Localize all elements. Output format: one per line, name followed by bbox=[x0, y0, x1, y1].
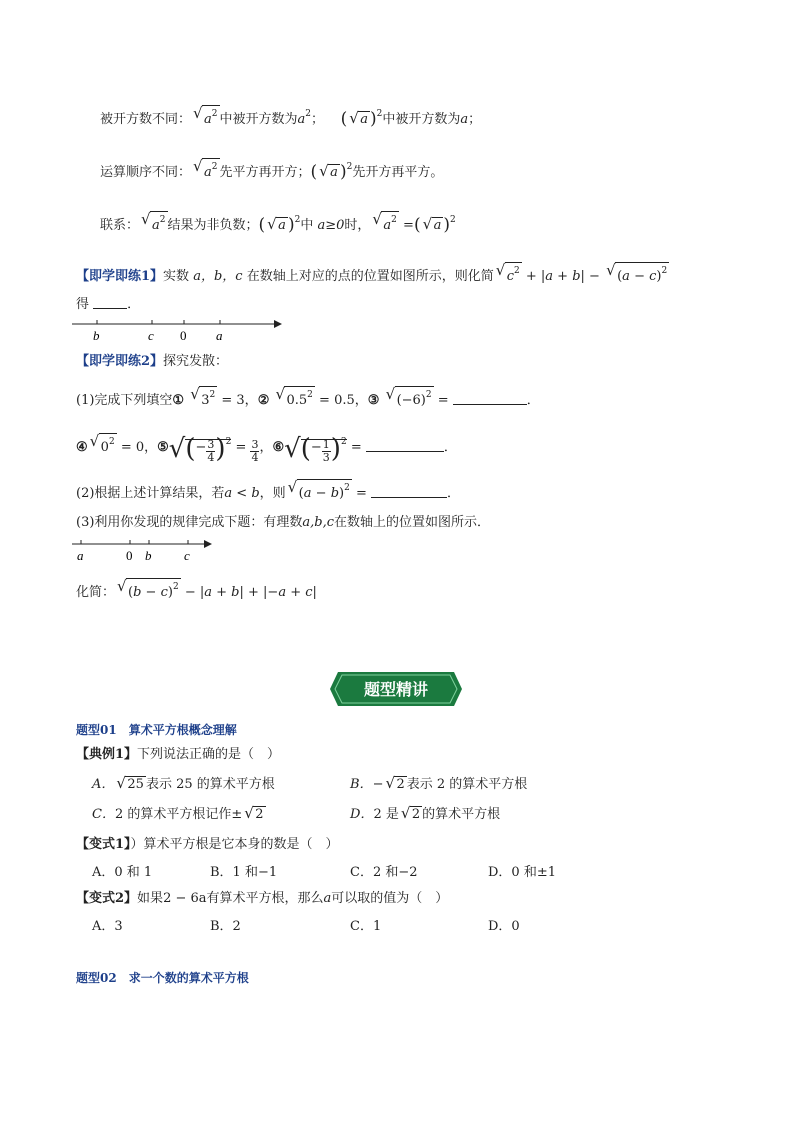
type-02-heading bbox=[76, 968, 249, 988]
variant-1-option-d[interactable]: D．0 和±1 bbox=[488, 865, 556, 880]
sqrt-3-2: √ $3^2$ bbox=[190, 385, 216, 408]
option-text: 2 是 bbox=[373, 807, 399, 822]
option-letter: D． bbox=[350, 807, 374, 822]
circle-number: ⑤ bbox=[157, 440, 169, 455]
variant-tag: 【变式2】 bbox=[76, 891, 138, 906]
exercise-1-result: 得 ． bbox=[76, 297, 141, 312]
sqrt-c2: √ $c^2$ bbox=[495, 261, 520, 284]
value: = 0 bbox=[120, 440, 145, 455]
exercise-2-q3 bbox=[76, 513, 490, 533]
option-d[interactable]: D．2 是 √ 2 的算术平方根 bbox=[350, 804, 501, 822]
exercise-2-title bbox=[76, 352, 228, 372]
answer-blank[interactable] bbox=[366, 439, 444, 452]
sqrt-a2: √ $a^2$ bbox=[372, 210, 397, 233]
exercise-2-q1: (1)完成下列填空① √ $3^2 = 3$，② √ $0.5^2 = 0.5$，③ √ $(-6)^2$ = ． bbox=[76, 386, 540, 411]
section-banner bbox=[330, 672, 462, 706]
exercise-tag: 【即学即练1】 bbox=[76, 269, 164, 284]
option-letter: C． bbox=[92, 807, 115, 822]
circle-number: ⑥ bbox=[272, 440, 285, 455]
vars: a，b，c bbox=[193, 269, 243, 284]
option-text: 的算术平方根 bbox=[422, 807, 501, 822]
text: 如果 bbox=[137, 891, 164, 906]
tick-label: 0 bbox=[126, 548, 133, 563]
circle-number: ③ bbox=[367, 393, 380, 408]
var: a bbox=[323, 891, 332, 906]
text: 在数轴上对应的点的位置如图所示，则化简 bbox=[246, 269, 494, 284]
sqrt-a: √ a bbox=[267, 215, 286, 233]
note-line-1: 被开方数不同： √ $a^2$ 中被开方数为$a^2$； ( √ a )$^2$中被开方数为a； bbox=[100, 104, 482, 129]
text: 结果为非负数； bbox=[167, 218, 259, 233]
tick-label: c bbox=[148, 328, 154, 343]
sqrt-a-b-2: √ $(a - b)^2$ bbox=[287, 478, 350, 501]
tick-label: b bbox=[145, 548, 152, 563]
type-01-heading bbox=[76, 720, 237, 740]
sqrt-a2: √ $a^2$ bbox=[193, 157, 218, 180]
sqrt-0-2: √ $0^2$ bbox=[89, 432, 115, 455]
tick-label: a bbox=[216, 328, 223, 343]
variant-1-option-c[interactable]: C．2 和−2 bbox=[350, 865, 418, 880]
variant-1-option-b[interactable]: B．1 和−1 bbox=[210, 865, 278, 880]
sqrt-05-2: √ $0.5^2$ bbox=[275, 385, 313, 408]
sqrt-b-c-2: √ $(b - c)^2$ bbox=[117, 577, 179, 600]
sqrt-neg6-2: √ $(-6)^2$ bbox=[385, 385, 432, 408]
option-b[interactable]: B．− √ 2 表示 2 的算术平方根 bbox=[350, 774, 528, 792]
tick-label: 0 bbox=[180, 328, 187, 343]
text: (1)完成下列填空 bbox=[76, 393, 173, 408]
text: 联系： bbox=[100, 218, 140, 233]
text: 运算顺序不同： bbox=[100, 165, 192, 180]
sqrt-a: √ a bbox=[319, 162, 338, 180]
text: 时， bbox=[344, 218, 371, 233]
text: 先开方再平方。 bbox=[352, 165, 444, 180]
variant-2-option-c[interactable]: C．1 bbox=[350, 919, 382, 934]
exercise-tag: 【即学即练2】 bbox=[76, 354, 164, 369]
heading-text: 题型02 求一个数的算术平方根 bbox=[76, 971, 249, 985]
variant-1 bbox=[76, 835, 339, 855]
variant-2 bbox=[76, 889, 448, 909]
text: 中被开方数为 bbox=[382, 112, 461, 127]
text: ）算术平方根是它本身的数是（ ） bbox=[130, 837, 339, 852]
answer-blank[interactable] bbox=[453, 392, 527, 405]
text: 化简： bbox=[76, 585, 116, 600]
sqrt-a-c-2: √ $(a - c)^2$ bbox=[606, 261, 668, 284]
text: 中被开方数为 bbox=[219, 112, 298, 127]
condition: a < b bbox=[224, 486, 260, 501]
tick-label: a bbox=[77, 548, 84, 563]
variant-2-option-b[interactable]: B．2 bbox=[210, 919, 241, 934]
text: 可以取的值为（ ） bbox=[331, 891, 449, 906]
exercise-2-simplify: 化简： √ $(b - c)^2 - |a + b| + |-a + c|$ bbox=[76, 578, 317, 603]
text: ，则 bbox=[259, 486, 286, 501]
text: (2)根据上述计算结果，若 bbox=[76, 486, 225, 501]
variant-tag: 【变式1】 bbox=[76, 837, 131, 852]
text: 先平方再开方； bbox=[219, 165, 311, 180]
text: 实数 bbox=[163, 269, 190, 284]
option-text: 表示 2 的算术平方根 bbox=[406, 777, 528, 792]
number-line-2 bbox=[70, 535, 220, 565]
text: 下列说法正确的是（ ） bbox=[137, 747, 281, 762]
value: = 3 bbox=[221, 393, 245, 408]
variant-1-option-a[interactable]: A．0 和 1 bbox=[92, 865, 153, 880]
option-text: 2 的算术平方根记作± bbox=[114, 807, 243, 822]
condition: a≥0 bbox=[317, 218, 345, 233]
text: 得 bbox=[76, 297, 90, 312]
vars: a,b,c bbox=[302, 515, 335, 530]
value: = 0.5 bbox=[319, 393, 355, 408]
option-letter: A． bbox=[92, 777, 115, 792]
example-tag: 【典例1】 bbox=[76, 747, 138, 762]
sqrt-a2: √ $a^2$ bbox=[141, 210, 166, 233]
sqrt-a: √ a bbox=[349, 109, 368, 127]
answer-blank[interactable] bbox=[371, 485, 447, 498]
text: 有算术平方根，那么 bbox=[206, 891, 324, 906]
variant-2-option-d[interactable]: D．0 bbox=[488, 919, 520, 934]
example-1 bbox=[76, 745, 280, 765]
variant-2-option-a[interactable]: A．3 bbox=[92, 919, 123, 934]
answer-blank[interactable] bbox=[93, 296, 127, 309]
exercise-2-q2: (2)根据上述计算结果，若a < b，则 √ $(a - b)^2$ = ． bbox=[76, 479, 460, 504]
note-line-2: 运算顺序不同： √ $a^2$ 先平方再开方；( √ a )$^2$先开方再平方。 bbox=[100, 157, 444, 182]
text: 被开方数不同： bbox=[100, 112, 192, 127]
number-line-1 bbox=[70, 315, 290, 345]
sqrt-a: √ a bbox=[422, 215, 442, 233]
exercise-2-q1b: ④ √ $0^2 = 0$，⑤√(− $\frac{3}{4}$ )$^2$ = $\frac{3}{4}$ ，⑥√(− $\frac{1}{3}$ )$^2$ = ． bbox=[76, 432, 457, 464]
tick-label: c bbox=[184, 548, 190, 563]
banner-label: 题型精讲 bbox=[363, 680, 429, 699]
circle-number: ④ bbox=[76, 440, 88, 455]
option-c[interactable]: C．2 的算术平方根记作± √ 2 bbox=[92, 804, 264, 822]
note-line-3: 联系： √ $a^2$ 结果为非负数；( √ a )$^2$中 a≥0时， √ $a^2$ =( √ a )$^2$ bbox=[100, 210, 456, 235]
option-letter: B． bbox=[350, 777, 373, 792]
text: 中 bbox=[300, 218, 314, 233]
sqrt-a2: √ $a^2$ bbox=[193, 104, 218, 127]
text: 在数轴上的位置如图所示． bbox=[334, 515, 491, 530]
circle-number: ① bbox=[172, 393, 185, 408]
exercise-1: 【即学即练1】实数 a，b，c 在数轴上对应的点的位置如图所示，则化简 √ $c^2 + |a + b|$ − √ $(a - c)^2$ bbox=[76, 262, 669, 287]
text: 探究发散： bbox=[163, 354, 229, 369]
circle-number: ② bbox=[257, 393, 270, 408]
expression: 2 − 6a bbox=[163, 891, 207, 906]
tick-label: b bbox=[93, 328, 100, 343]
option-a[interactable]: A． √ 25 表示 25 的算术平方根 bbox=[92, 774, 275, 792]
option-text: 表示 25 的算术平方根 bbox=[145, 777, 275, 792]
heading-text: 题型01 算术平方根概念理解 bbox=[76, 723, 237, 737]
text: (3)利用你发现的规律完成下题：有理数 bbox=[76, 515, 303, 530]
